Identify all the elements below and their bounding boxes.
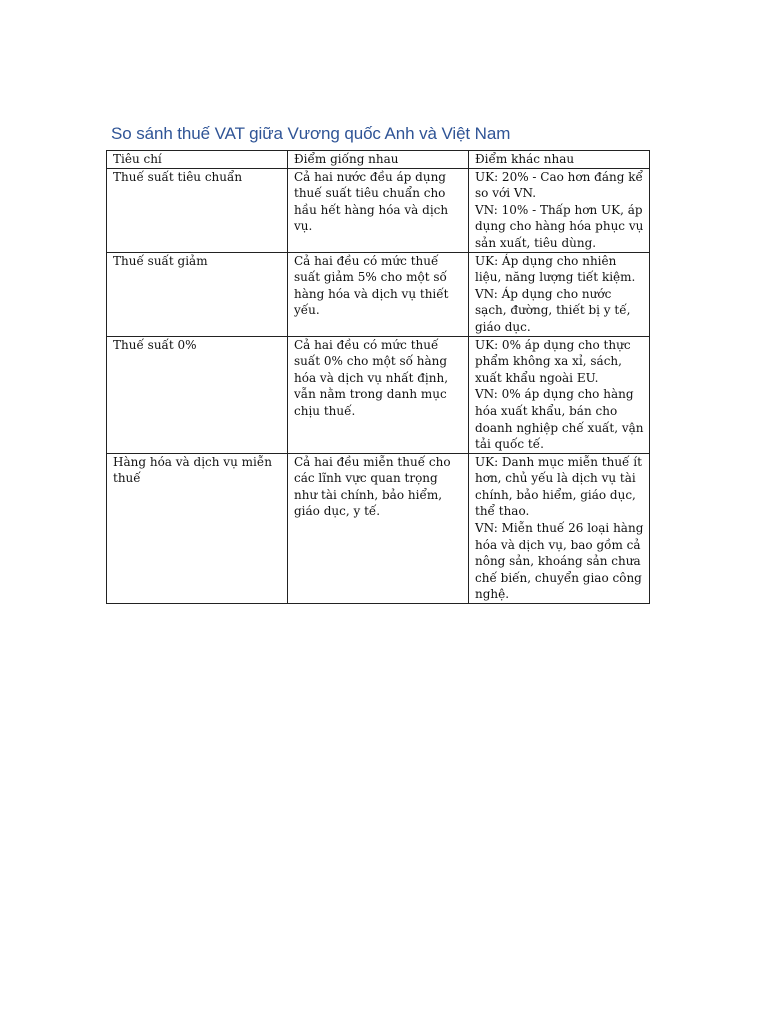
column-header-difference: Điểm khác nhau	[469, 151, 650, 169]
difference-cell	[469, 168, 650, 252]
difference-vn: VN: Áp dụng cho nước sạch, đường, thiết bị y tế, giáo dục.	[475, 286, 631, 334]
difference-cell	[469, 252, 650, 336]
column-header-similarity: Điểm giống nhau	[288, 151, 469, 169]
difference-uk: UK: 0% áp dụng cho thực phẩm không xa xỉ, sách, xuất khẩu ngoài EU.	[475, 337, 631, 385]
document-title: So sánh thuế VAT giữa Vương quốc Anh và Việt Nam	[111, 124, 511, 143]
difference-vn: VN: 0% áp dụng cho hàng hóa xuất khẩu, bán cho doanh nghiệp chế xuất, vận tải quốc tế.	[475, 387, 644, 452]
table-row	[107, 252, 650, 336]
similarity-cell: Cả hai đều miễn thuế cho các lĩnh vực quan trọng như tài chính, bảo hiểm, giáo dục, y tế.	[288, 453, 469, 603]
difference-uk: UK: 20% - Cao hơn đáng kể so với VN.	[475, 169, 643, 201]
similarity-cell: Cả hai nước đều áp dụng thuế suất tiêu chuẩn cho hầu hết hàng hóa và dịch vụ.	[288, 168, 469, 252]
similarity-cell: Cả hai đều có mức thuế suất giảm 5% cho một số hàng hóa và dịch vụ thiết yếu.	[288, 252, 469, 336]
criterion-cell: Thuế suất giảm	[107, 252, 288, 336]
difference-vn: VN: 10% - Thấp hơn UK, áp dụng cho hàng hóa phục vụ sản xuất, tiêu dùng.	[475, 202, 644, 250]
difference-cell	[469, 453, 650, 603]
table-row	[107, 453, 650, 603]
vat-comparison-table	[106, 150, 650, 604]
difference-uk: UK: Áp dụng cho nhiên liệu, năng lượng tiết kiệm.	[475, 253, 636, 285]
similarity-cell: Cả hai đều có mức thuế suất 0% cho một số hàng hóa và dịch vụ nhất định, vẫn nằm trong danh mục chịu thuế.	[288, 336, 469, 453]
table-header-row	[107, 151, 650, 169]
table-row	[107, 336, 650, 453]
criterion-cell: Hàng hóa và dịch vụ miễn thuế	[107, 453, 288, 603]
difference-vn: VN: Miễn thuế 26 loại hàng hóa và dịch vụ, bao gồm cả nông sản, khoáng sản chưa chế biến, chuyển giao công nghệ.	[475, 521, 644, 602]
column-header-criterion: Tiêu chí	[107, 151, 288, 169]
criterion-cell: Thuế suất tiêu chuẩn	[107, 168, 288, 252]
table-row	[107, 168, 650, 252]
criterion-cell: Thuế suất 0%	[107, 336, 288, 453]
difference-cell	[469, 336, 650, 453]
difference-uk: UK: Danh mục miễn thuế ít hơn, chủ yếu là dịch vụ tài chính, bảo hiểm, giáo dục, thể thao.	[475, 454, 642, 519]
